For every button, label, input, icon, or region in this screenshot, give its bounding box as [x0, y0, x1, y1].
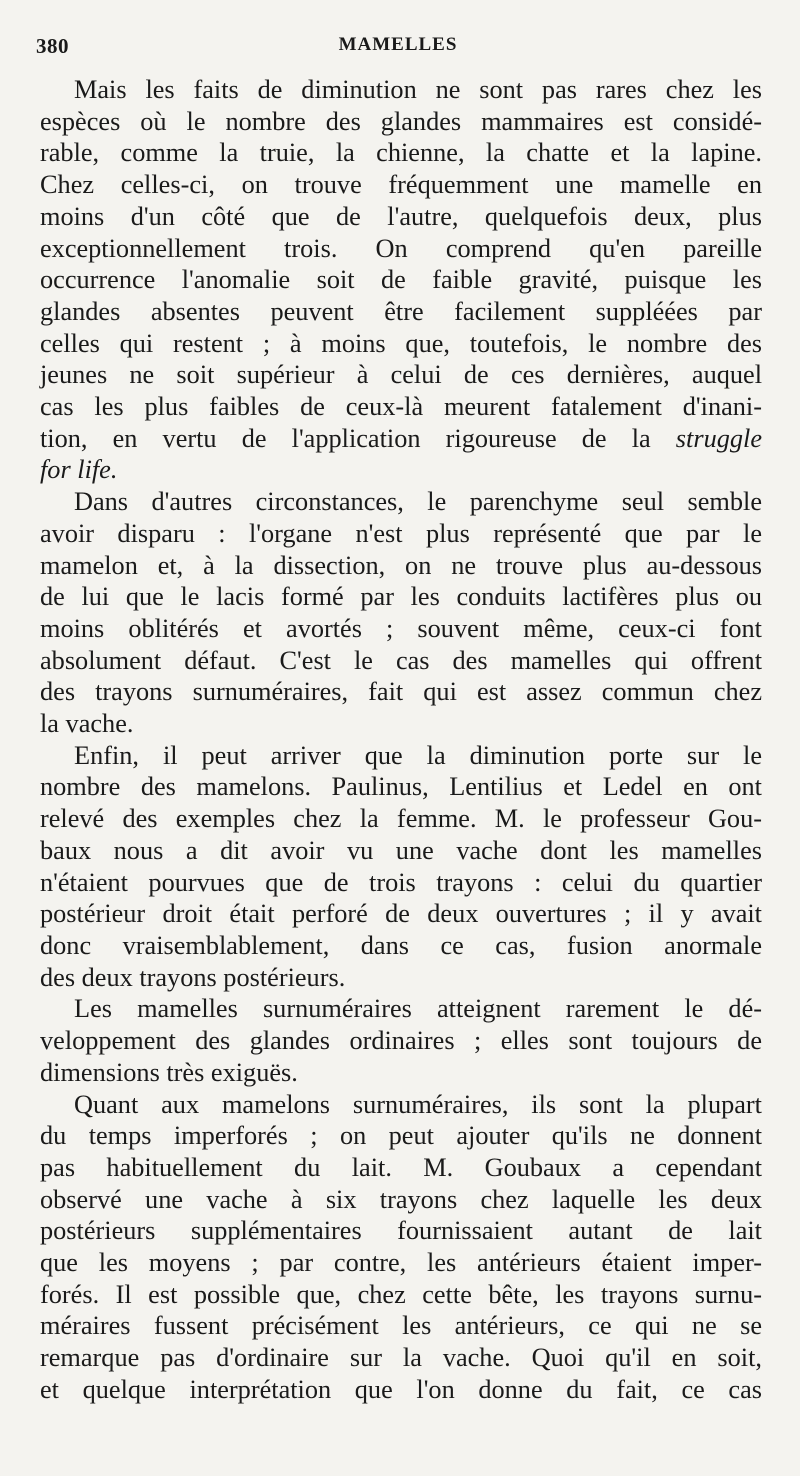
text-line: observé une vache à six trayons chez laquelle les deux	[40, 1184, 762, 1214]
text-line: moins d'un côté que de l'autre, quelquefois deux, plus	[40, 201, 762, 231]
text-line: des trayons surnuméraires, fait qui est assez commun chez	[40, 677, 762, 707]
text-line	[40, 454, 762, 486]
text-line: postérieurs supplémentaires fournissaient autant de lait	[40, 1216, 762, 1246]
text-line: forés. Il est possible que, chez cette bête, les trayons surnu-	[40, 1279, 762, 1309]
text-line: occurrence l'anomalie soit de faible gravité, puisque les	[40, 265, 762, 295]
paragraph-3	[40, 740, 762, 994]
paragraph-2	[40, 486, 762, 740]
paragraph-5	[40, 1089, 762, 1406]
text-line: jeunes ne soit supérieur à celui de ces dernières, auquel	[40, 360, 762, 390]
text-line: Enfin, il peut arriver que la diminution porte sur le	[74, 740, 762, 770]
text-line: Les mamelles surnuméraires atteignent rarement le dé-	[74, 994, 762, 1024]
text-line-with-italic	[40, 423, 762, 455]
text-line: du temps imperforés ; on peut ajouter qu'ils ne donnent	[40, 1121, 762, 1151]
text-line: nombre des mamelons. Paulinus, Lentilius et Ledel en ont	[40, 772, 762, 802]
text-line: méraires fussent précisément les antérieurs, ce qui ne se	[40, 1311, 762, 1341]
paragraph-4	[40, 993, 762, 1088]
italic-term: for life.	[40, 455, 118, 485]
text-line: des deux trayons postérieurs.	[40, 962, 346, 992]
text-line: mamelon et, à la dissection, on ne trouve plus au-dessous	[40, 550, 762, 580]
text-line: Dans d'autres circonstances, le parenchyme seul semble	[74, 487, 762, 517]
text-line: baux nous a dit avoir vu une vache dont les mamelles	[40, 835, 762, 865]
text-line: remarque pas d'ordinaire sur la vache. Quoi qu'il en soit,	[40, 1343, 762, 1373]
text-line: dimensions très exiguës.	[40, 1057, 298, 1087]
text-line: Quant aux mamelons surnuméraires, ils sont la plupart	[74, 1089, 762, 1119]
text-line: Chez celles-ci, on trouve fréquemment une mamelle en	[40, 170, 762, 200]
text-line: relevé des exemples chez la femme. M. le professeur Gou-	[40, 804, 762, 834]
running-head: MAMELLES	[338, 34, 458, 55]
text-line: exceptionnellement trois. On comprend qu'en pareille	[40, 233, 762, 263]
text-line: Mais les faits de diminution ne sont pas rares chez les	[74, 75, 762, 104]
text-line: la vache.	[40, 709, 134, 739]
text-line: donc vraisemblablement, dans ce cas, fusion anormale	[40, 930, 762, 960]
page-header	[36, 34, 760, 64]
text-line: avoir disparu : l'organe n'est plus représenté que par le	[40, 518, 762, 548]
text-line: celles qui restent ; à moins que, toutefois, le nombre des	[40, 328, 762, 358]
text-line: absolument défaut. C'est le cas des mamelles qui offrent	[40, 645, 762, 675]
text-line: postérieur droit était perforé de deux ouvertures ; il y avait	[40, 899, 762, 929]
text-line: espèces où le nombre des glandes mammaires est considé-	[40, 106, 762, 136]
text-line: n'étaient pourvues que de trois trayons : celui du quartier	[40, 867, 762, 897]
text-line: veloppement des glandes ordinaires ; elles sont toujours de	[40, 1026, 762, 1056]
text-line: de lui que le lacis formé par les conduits lactifères plus ou	[40, 582, 762, 612]
text-line: glandes absentes peuvent être facilement suppléées par	[40, 296, 762, 326]
body-text	[40, 74, 762, 1406]
text-line: pas habituellement du lait. M. Goubaux a cependant	[40, 1152, 762, 1182]
italic-term: struggle	[675, 423, 762, 453]
text-line: et quelque interprétation que l'on donne du fait, ce cas	[40, 1374, 762, 1404]
text-line: rable, comme la truie, la chienne, la chatte et la lapine.	[40, 138, 762, 168]
text-line: cas les plus faibles de ceux-là meurent fatalement d'inani-	[40, 392, 762, 422]
paragraph-1	[40, 74, 762, 486]
text-line: moins oblitérés et avortés ; souvent même, ceux-ci font	[40, 613, 762, 643]
text-line: que les moyens ; par contre, les antérieurs étaient imper-	[40, 1248, 762, 1278]
page-number: 380	[36, 34, 69, 58]
text-segment: tion, en vertu de l'application rigoureuse de la	[40, 423, 651, 453]
